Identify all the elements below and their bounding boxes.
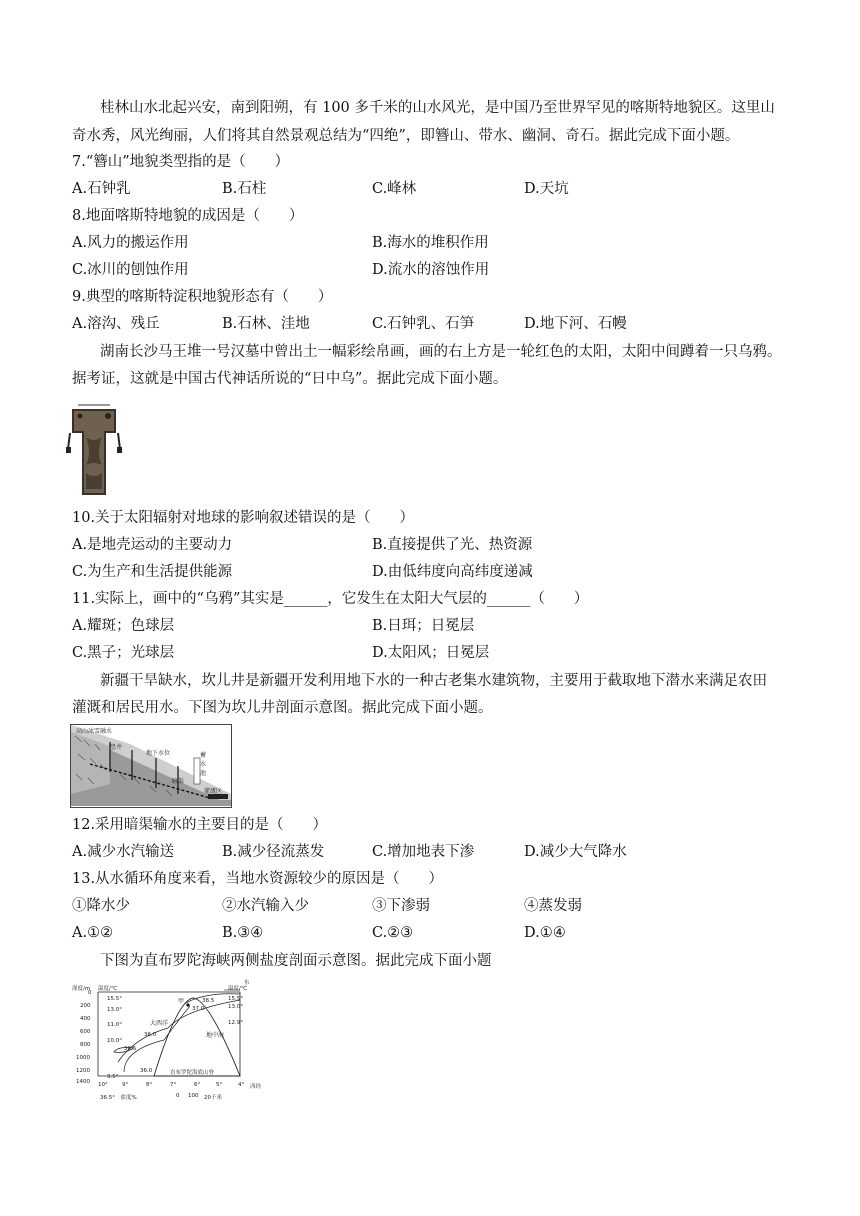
question-12-stem: 12.采用暗渠输水的主要目的是（ ） <box>72 817 328 833</box>
question-11-option-d[interactable]: D.太阳风；日冕层 <box>372 645 490 661</box>
passage-2-line-1: 湖南长沙马王堆一号汉墓中曾出土一幅彩绘帛画，画的右上方是一轮红色的太阳，太阳中间蹲着一只乌鸦。 <box>100 344 782 360</box>
salinity-isoline-3: 36.0 <box>140 1068 153 1074</box>
salinity-ridge-label: 直布罗陀海底山脊 <box>170 1070 215 1076</box>
salinity-atlantic-label: 大西洋 <box>150 1020 169 1027</box>
kanerjing-label-reservoir: 蓄水池 <box>200 752 207 777</box>
salinity-scale-0: 0 <box>176 1093 180 1099</box>
salinity-depth-1200: 1200 <box>76 1068 90 1074</box>
salinity-temp-left-3: 11.0° <box>107 1022 122 1028</box>
salinity-depth-axis-label: 深度/m <box>72 986 91 992</box>
salinity-isoline-4: 37.0 <box>192 1006 205 1012</box>
passage-1-line-1: 桂林山水北起兴安，南到阳朔，有 100 多千米的山水风光，是中国乃至世界罕见的喀斯特地貌区。这里山 <box>100 100 775 116</box>
question-10-option-b[interactable]: B.直接提供了光、热资源 <box>372 537 533 553</box>
salinity-depth-600: 600 <box>80 1029 91 1035</box>
question-11-option-c[interactable]: C.黑子；光球层 <box>72 645 175 661</box>
salinity-scale-20km: 20千米 <box>204 1095 222 1101</box>
kanerjing-label-snowmelt: 高山冰雪融水 <box>76 728 113 735</box>
question-13-item-2: ②水汽输入少 <box>222 898 309 914</box>
salinity-longitude-unit: 西经 <box>250 1084 262 1090</box>
question-12-option-a[interactable]: A.减少水汽输送 <box>72 844 175 860</box>
salinity-depth-1400: 1400 <box>76 1079 90 1085</box>
salinity-isoline-5: 38.5 <box>202 998 215 1004</box>
question-11-option-a[interactable]: A.耀斑；色球层 <box>72 618 175 634</box>
question-13-option-b[interactable]: B.③④ <box>222 925 264 941</box>
question-8-option-a[interactable]: A.风力的搬运作用 <box>72 235 189 251</box>
question-13-option-a[interactable]: A.①② <box>72 925 114 941</box>
kanerjing-label-water-table: 地下水位 <box>146 750 171 757</box>
question-7-stem: 7.“簪山”地貌类型指的是（ ） <box>72 154 290 170</box>
salinity-depth-1000: 1000 <box>76 1055 90 1061</box>
question-10-option-c[interactable]: C.为生产和生活提供能源 <box>72 564 233 580</box>
question-10-option-d[interactable]: D.由低纬度向高纬度递减 <box>372 564 533 580</box>
salinity-point-jia-label: 甲 <box>178 998 185 1005</box>
salinity-temp-right-label: 温度/℃ <box>228 986 248 992</box>
question-8-stem: 8.地面喀斯特地貌的成因是（ ） <box>72 208 304 224</box>
salinity-longitude-3: 8° <box>146 1082 153 1088</box>
salinity-temp-right-3: 12.9° <box>228 1020 243 1026</box>
question-9-option-c[interactable]: C.石钟乳、石笋 <box>372 316 475 332</box>
salinity-longitude-2: 9° <box>122 1082 129 1088</box>
question-7-option-c[interactable]: C.峰林 <box>372 181 417 197</box>
passage-3-line-1: 新疆干旱缺水，坎儿井是新疆开发利用地下水的一种古老集水建筑物，主要用于截取地下潜水来满足农田 <box>100 673 767 689</box>
salinity-depth-200: 200 <box>80 1003 91 1009</box>
passage-3-line-2: 灌溉和居民用水。下图为坎儿井剖面示意图。据此完成下面小题。 <box>72 700 493 716</box>
passage-4-line-1: 下图为直布罗陀海峡两侧盐度剖面示意图。据此完成下面小题 <box>100 953 492 969</box>
salinity-depth-0: 0 <box>88 990 92 996</box>
salinity-longitude-5: 6° <box>194 1082 201 1088</box>
question-11-stem: 11.实际上，画中的“乌鸦”其实是______，它发生在太阳大气层的______（ ） <box>72 591 589 607</box>
kanerjing-label-irrigation: 灌溉区 <box>204 788 223 795</box>
salinity-longitude-4: 7° <box>170 1082 177 1088</box>
question-9-option-a[interactable]: A.溶沟、残丘 <box>72 316 160 332</box>
question-12-option-b[interactable]: B.减少径流蒸发 <box>222 844 325 860</box>
salinity-legend: 36.5° 盐度% <box>100 1095 137 1101</box>
question-12-option-d[interactable]: D.减少大气降水 <box>524 844 627 860</box>
salinity-east-label: 东 <box>244 980 250 986</box>
question-12-option-c[interactable]: C.增加地表下渗 <box>372 844 475 860</box>
question-13-item-3: ③下渗弱 <box>372 898 430 914</box>
salinity-temp-left-4: 10.0° <box>107 1038 122 1044</box>
question-10-stem: 10.关于太阳辐射对地球的影响叙述错误的是（ ） <box>72 510 415 526</box>
salinity-temp-right-2: 13.0° <box>228 1004 243 1010</box>
question-9-stem: 9.典型的喀斯特淀积地貌形态有（ ） <box>72 289 333 305</box>
question-8-option-c[interactable]: C.冰川的刨蚀作用 <box>72 262 189 278</box>
question-8-option-d[interactable]: D.流水的溶蚀作用 <box>372 262 490 278</box>
salinity-temp-left-5: 9.5° <box>107 1074 119 1080</box>
salinity-mediterranean-label: 地中海 <box>206 1032 225 1039</box>
salinity-temp-right-1: 15.5° <box>228 996 243 1002</box>
kanerjing-label-shaft: 竖井 <box>110 744 123 751</box>
salinity-temp-left-2: 13.0° <box>107 1007 122 1013</box>
question-9-option-b[interactable]: B.石林、洼地 <box>222 316 310 332</box>
salinity-isoline-2: 36.5 <box>124 1046 137 1052</box>
salinity-depth-400: 400 <box>80 1016 91 1022</box>
salinity-temp-left-label: 温度/℃ <box>98 986 118 992</box>
salinity-longitude-1: 10° <box>98 1082 108 1088</box>
salinity-longitude-6: 5° <box>216 1082 223 1088</box>
question-13-stem: 13.从水循环角度来看，当地水资源较少的原因是（ ） <box>72 871 444 887</box>
kanerjing-label-channel: 暗渠 <box>172 778 185 785</box>
salinity-isoline-1: 36.0 <box>144 1032 157 1038</box>
question-7-option-a[interactable]: A.石钟乳 <box>72 181 131 197</box>
question-13-option-c[interactable]: C.②③ <box>372 925 414 941</box>
question-9-option-d[interactable]: D.地下河、石幔 <box>524 316 627 332</box>
question-7-option-b[interactable]: B.石柱 <box>222 181 267 197</box>
question-13-item-4: ④蒸发弱 <box>524 898 582 914</box>
question-13-option-d[interactable]: D.①④ <box>524 925 566 941</box>
salinity-depth-800: 800 <box>80 1042 91 1048</box>
passage-2-line-2: 据考证，这就是中国古代神话所说的“日中乌”。据此完成下面小题。 <box>72 371 508 387</box>
question-11-option-b[interactable]: B.日珥；日冕层 <box>372 618 475 634</box>
question-8-option-b[interactable]: B.海水的堆积作用 <box>372 235 489 251</box>
silk-painting-image <box>66 403 122 497</box>
salinity-longitude-7: 4° <box>238 1082 245 1088</box>
passage-1-line-2: 奇水秀，风光绚丽，人们将其自然景观总结为“四绝”，即簪山、带水、幽洞、奇石。据此完成下面小题。 <box>72 128 740 144</box>
question-13-item-1: ①降水少 <box>72 898 130 914</box>
salinity-temp-left-1: 15.5° <box>107 996 122 1002</box>
question-10-option-a[interactable]: A.是地壳运动的主要动力 <box>72 537 233 553</box>
salinity-scale-100: 100 <box>188 1093 199 1099</box>
question-7-option-d[interactable]: D.天坑 <box>524 181 569 197</box>
